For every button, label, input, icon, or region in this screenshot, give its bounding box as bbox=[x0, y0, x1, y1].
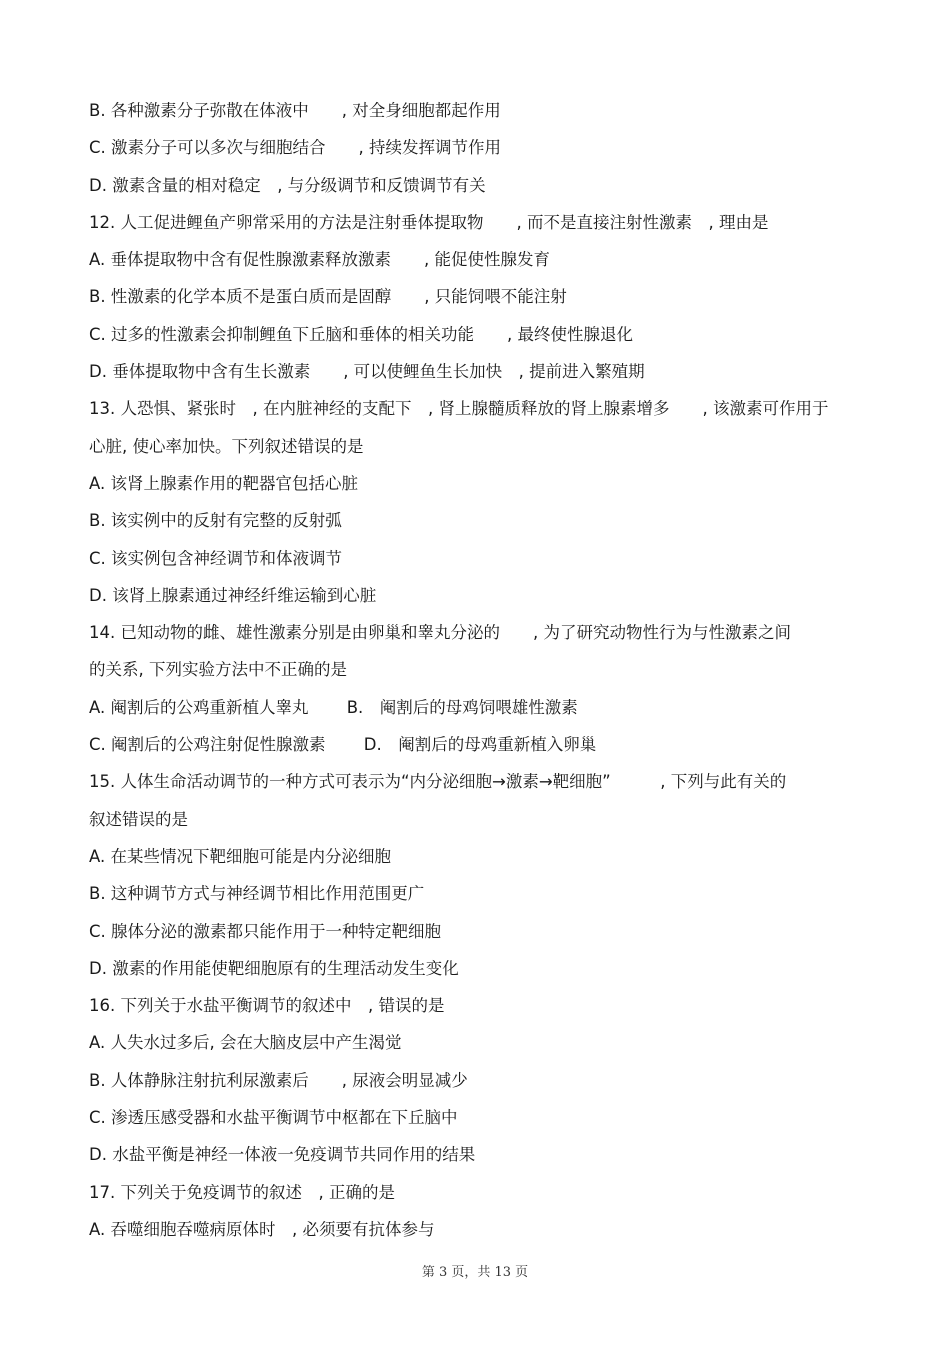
option-c: C. 该实例包含神经调节和体液调节 bbox=[89, 548, 343, 568]
option-c: C. 腺体分泌的激素都只能作用于一种特定靶细胞 bbox=[89, 921, 442, 941]
option-b: B. 人体静脉注射抗利尿激素后 , 尿液会明显减少 bbox=[89, 1070, 468, 1090]
option-c: C. 渗透压感受器和水盐平衡调节中枢都在下丘脑中 bbox=[89, 1108, 458, 1128]
question-16-stem: 16. 下列关于水盐平衡调节的叙述中 , 错误的是 bbox=[89, 996, 445, 1016]
option-a: A. 该肾上腺素作用的靶器官包括心脏 bbox=[89, 473, 358, 493]
text-line: D. 激素含量的相对稳定 , 与分级调节和反馈调节有关 bbox=[89, 175, 486, 195]
question-14-stem: 14. 已知动物的雌、雄性激素分别是由卵巢和睾丸分泌的 , 为了研究动物性行为与性激素之间 bbox=[89, 623, 791, 643]
option-a: A. 人失水过多后, 会在大脑皮层中产生渴觉 bbox=[89, 1033, 402, 1053]
option-c: C. 过多的性激素会抑制鲤鱼下丘脑和垂体的相关功能 , 最终使性腺退化 bbox=[89, 324, 634, 344]
question-15-stem-cont: 叙述错误的是 bbox=[89, 809, 188, 829]
text-line: B. 各种激素分子弥散在体液中 , 对全身细胞都起作用 bbox=[89, 101, 501, 120]
options-c-d: C. 阉割后的公鸡注射促性腺激素 D. 阉割后的母鸡重新植入卵巢 bbox=[89, 735, 597, 755]
option-b: B. 这种调节方式与神经调节相比作用范围更广 bbox=[89, 884, 425, 904]
text-line: C. 激素分子可以多次与细胞结合 , 持续发挥调节作用 bbox=[89, 138, 502, 158]
question-13-stem: 13. 人恐惧、紧张时 , 在内脏神经的支配下 , 肾上腺髓质释放的肾上腺素增多 , 该激素可作用于 bbox=[89, 399, 829, 419]
question-14-stem-cont: 的关系, 下列实验方法中不正确的是 bbox=[89, 660, 347, 680]
option-b: B. 性激素的化学本质不是蛋白质而是固醇 , 只能饲喂不能注射 bbox=[89, 287, 567, 307]
options-a-b: A. 阉割后的公鸡重新植人睾丸 B. 阉割后的母鸡饲喂雄性激素 bbox=[89, 697, 578, 717]
option-a: A. 垂体提取物中含有促性腺激素释放激素 , 能促使性腺发育 bbox=[89, 250, 550, 270]
question-17-stem: 17. 下列关于免疫调节的叙述 , 正确的是 bbox=[89, 1182, 395, 1202]
option-a: A. 在某些情况下靶细胞可能是内分泌细胞 bbox=[89, 846, 391, 866]
question-text bbox=[89, 92, 864, 1248]
option-a: A. 吞噬细胞吞噬病原体时 , 必须要有抗体参与 bbox=[89, 1219, 435, 1239]
question-15-stem: 15. 人体生命活动调节的一种方式可表示为“内分泌细胞→激素→靶细胞” , 下列与此有关的 bbox=[89, 772, 787, 792]
option-b: B. 该实例中的反射有完整的反射弧 bbox=[89, 511, 342, 531]
question-13-stem-cont: 心脏, 使心率加快。下列叙述错误的是 bbox=[89, 436, 364, 456]
page-footer: 第 3 页，共 13 页 bbox=[421, 1265, 529, 1280]
option-d: D. 垂体提取物中含有生长激素 , 可以使鲤鱼生长加快 , 提前进入繁殖期 bbox=[89, 362, 645, 382]
option-d: D. 激素的作用能使靶细胞原有的生理活动发生变化 bbox=[89, 958, 459, 978]
question-12-stem: 12. 人工促进鲤鱼产卵常采用的方法是注射垂体提取物 , 而不是直接注射性激素 , 理由是 bbox=[89, 212, 769, 232]
option-d: D. 该肾上腺素通过神经纤维运输到心脏 bbox=[89, 585, 377, 605]
option-d: D. 水盐平衡是神经一体液一免疫调节共同作用的结果 bbox=[89, 1145, 476, 1165]
